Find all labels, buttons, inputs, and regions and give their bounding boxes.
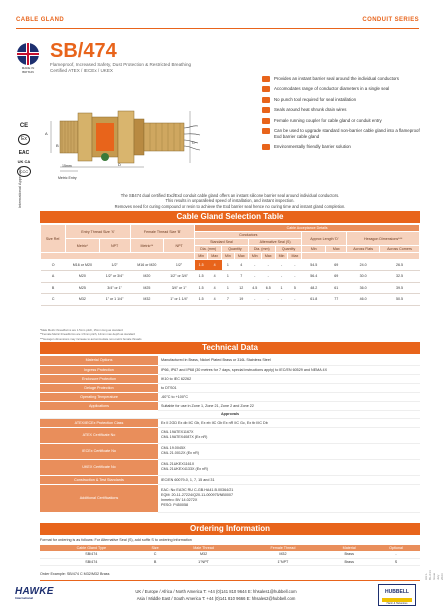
eac-mark-icon: EAC xyxy=(18,150,30,156)
feature-item: No punch tool required for seal installation xyxy=(262,97,422,102)
table-row: SB/474 C M32 M32 Brass - xyxy=(40,551,420,558)
selection-table-title: Cable Gland Selection Table xyxy=(40,211,420,223)
ordering-title: Ordering Information xyxy=(40,523,420,535)
col-female-thread: Female Thread Size 'B' xyxy=(130,225,194,239)
contact-info: UK / Europe / Africa / North America T: +44 (0)141 810 9644 E: hhsales1@hubbell.com Asia / Middle East / South America T: +44 (0)141 810 9666 E: hhsales2@hubbell.com xyxy=(135,589,297,601)
feature-list xyxy=(262,76,422,155)
table-row: UKEX Certificate No CML 21UKEX1161X CML 21UKEX4133X (Ex nR) xyxy=(40,459,420,475)
feature-item: Environmentally friendly barrier solution xyxy=(262,144,422,149)
table-row: ATEX/IECEx Protection Class Ex II 2GD Ex db IIC Gb, Ex eb IIC Gb Ex nR IIC Gc, Ex tb IIIC Db xyxy=(40,418,420,427)
label-c: C xyxy=(192,140,195,145)
col-size-ref: Size Ref. xyxy=(41,225,66,253)
product-title: SB/474 xyxy=(50,40,117,62)
table-row: Enclosure Protection IK10 to IEC 62262 xyxy=(40,374,420,383)
label-gap: 15mm xyxy=(62,164,72,168)
table-row: SB/474 B 1"NPT 1"NPT Brass S xyxy=(40,558,420,565)
label-d: D xyxy=(118,162,121,167)
table-row: Deluge Protection to DTS01 xyxy=(40,383,420,392)
feature-icon xyxy=(262,76,270,82)
ukca-mark-icon: UK CA xyxy=(17,159,31,164)
footer-divider xyxy=(40,580,420,581)
feature-item: Seals around heat shrunk drain wires xyxy=(262,107,422,112)
product-subtitle: Flameproof, Increased Safety, Dust Protection & Restricted Breathing Certified ATEX / IECEx / UKEX xyxy=(50,62,192,73)
table-row: C M32 1" or 1 1/4" M32 1" or 1 1/4" 1.5 4 7 19 - - - - 61.8 77 46.0 50.5 xyxy=(41,294,420,306)
table-row: Material Options Manufactured in Brass, Nickel Plated Brass or 316L Stainless Steel xyxy=(40,356,420,365)
table-row: ATEX Certificate No CML 19ATEX1167X CML 19ATEX4087X (Ex nR) xyxy=(40,427,420,443)
technical-data-title: Technical Data xyxy=(40,342,420,354)
feature-item: Accomodates range of conductor diameters in a single seal xyxy=(262,86,422,91)
uk-flag-icon xyxy=(17,43,39,65)
ex-mark-icon: Ex xyxy=(18,134,30,145)
ce-mark-icon: CE xyxy=(19,123,29,129)
label-b: B xyxy=(56,143,59,148)
ordering-table: Cable Gland Type Size Male Thread Female Thread Material Optional SB/474 C M32 M32 Brass - SB/474 B 1"NPT 1"NPT Brass S xyxy=(40,545,420,566)
product-description: The SB474 dual certified Exd/Exd conduit cable gland offers an instant silicone barrier seal around individual conductors. This results in unparalleled speed of installation, and instant inspection. Removes need for curing compound or resin to achieve the Exd barrier seal hence no curing time and instant gland completion. xyxy=(114,193,346,209)
feature-icon xyxy=(262,97,270,103)
approvals-row: Approvals xyxy=(40,410,420,418)
table-row: O M16 or M20 1/2" M16 or M20 1/2" 1.5 4 1 4 - - - - 54.5 69 24.0 26.5 xyxy=(41,260,420,271)
feature-item: Female running coupler for cable gland or conduit entry xyxy=(262,118,422,123)
table-row: Operating Temperature -60°C to +100°C xyxy=(40,392,420,401)
header-right: CONDUIT SERIES xyxy=(362,17,419,23)
vertical-approvals-label: International Approvals xyxy=(17,167,22,208)
header-left: CABLE GLAND xyxy=(16,17,65,23)
feature-icon xyxy=(262,118,270,124)
hubbell-logo: HUBBELL Harsh & Hazardous xyxy=(378,584,416,606)
col-approx-length: Approx Length 'D' xyxy=(302,232,347,246)
feature-icon xyxy=(262,107,270,113)
feature-item: Provides an instant barrier seal around the individual conductors xyxy=(262,76,422,81)
feature-item: Can be used to upgrade standard non-barrier cable gland into a flameproof Exd barrier cable gland xyxy=(262,128,422,139)
feature-icon xyxy=(262,144,270,150)
feature-icon xyxy=(262,128,270,134)
table-row: Additional Certifications EAC: No EAЭС RU C-GB.HA41.B.00364/21 EQM: 20-11-27224/Q20-11-000975/NB0007 Inmetro: BV 14.0272X PESO: P450058 xyxy=(40,484,420,512)
table-notes: *Male Metric threadforms are 1.5mm pitch, 15mm long as standard **Female Metric threadforms are 1.5mm pitch, 14mm max depth as standard ***Hexagon dimensions may increase to accommodate non-metric female threads xyxy=(40,328,142,341)
page-header xyxy=(16,17,419,29)
hawke-logo: HAWKE International xyxy=(15,586,54,600)
selection-table: Size Ref. Entry Thread Size 'X' Female Thread Size 'B' Cable Acceptance Details Conductors Approx Length 'D' Hexagon Dimensions*** Metric* NPT Metric** NPT Standard Seal Alternative Seal (S) Dia. (mm) Quantity Dia. (mm) Quantity Min Max Across Flats Across Corners Min Max Min Max Min Max Min Max O M16 or M20 1/2" M16 or M20 1/2" 1.5 4 1 4 - - - - 54.5 69 24.0 26.5 A M20 1/2" or 3/4" M20 1/2" or 3/4" 1.5 4 1 7 - - - - 56.4 69 30.0 32.5 B M25 3/4" or 1" M25 3/4" or 1" 1.5 4 1 12 4.5 6.5 1 5 48.2 61 36.0 39.5 C M32 1" or 1 1/4" M32 1" or 1 1/4" 1.5 4 7 19 - - - - 61.8 77 46.0 50.5 xyxy=(40,224,420,306)
order-example: Order Example: SB/474 C M32/M32 Brass xyxy=(40,572,110,576)
label-a: A xyxy=(45,131,48,136)
col-acceptance: Cable Acceptance Details xyxy=(195,225,420,232)
table-row: B M25 3/4" or 1" M25 3/4" or 1" 1.5 4 1 12 4.5 6.5 1 5 48.2 61 36.0 39.5 xyxy=(41,282,420,294)
header-divider xyxy=(16,28,419,29)
technical-data-table xyxy=(40,356,420,513)
table-row: A M20 1/2" or 3/4" M20 1/2" or 3/4" 1.5 4 1 7 - - - - 56.4 69 30.0 32.5 xyxy=(41,271,420,283)
document-code: HH1-BL-014 Issue July 2023 xyxy=(424,570,444,580)
table-row: Ingress Protection IP66, IP67 and IP68 (30 metres for 7 days, special instructions apply) to IEC/EN 60529 and NEMA 4X xyxy=(40,365,420,374)
col-conductors: Conductors xyxy=(195,232,302,239)
ccc-mark-icon: CCC xyxy=(17,166,31,177)
col-hexagon: Hexagon Dimensions*** xyxy=(347,232,420,246)
table-row: Applications Suitable for use in Zone 1, Zone 21, Zone 2 and Zone 22 xyxy=(40,401,420,410)
ordering-note: Format for ordering is as follows: For Alternative Seal (S), add suffix S to ordering information xyxy=(40,538,192,542)
label-metric-entry: Metric Entry xyxy=(58,176,77,180)
table-row: Construction & Test Standards IEC/EN 60079-0, 1, 7, 15 and 31 xyxy=(40,475,420,484)
flag-caption: MADE IN BRITAIN xyxy=(21,66,35,74)
feature-icon xyxy=(262,86,270,92)
col-entry-thread: Entry Thread Size 'X' xyxy=(66,225,130,239)
table-row: IECEx Certificate No CML 19.0045X CML 21.0012X (Ex nR) xyxy=(40,443,420,459)
